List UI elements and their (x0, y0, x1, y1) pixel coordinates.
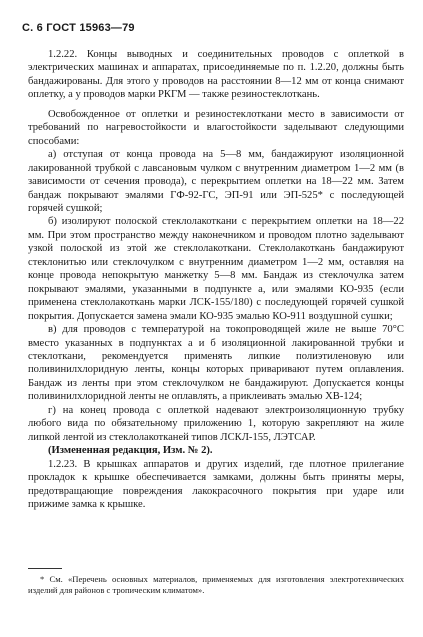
page-header: С. 6 ГОСТ 15963—79 (22, 22, 135, 34)
paragraph-method-b: б) изолируют полоской стеклолакоткани с перекрытием оплетки на 18—22 мм. При этом пространство между наконечником и проводом плотно заделывают узкой полоской из этой же стеклолакоткани. Стеклолакоткань бандажируют стеклонитью или стеклочулком с внутренним диаметром 1—2 мм, оставляя на конце провода непокрытую манжетку 5—8 мм. Бандаж из стеклочулка затем покрывают эмалями, указанными в подпункте а, или эмалями КО-935 (если применена стеклолакоткань марки ЛСК-155/180) с последующей горячей сушкой покрытия. Допускается замена эмали КО-935 эмалью КО-911 воздушной сушки; (28, 216, 404, 322)
paragraph-method-g: г) на конец провода с оплеткой надевают электроизоляционную трубку любого вида по обязательному приложению 1, которую закрепляют на жиле липкой лентой из стеклолакотканей типов ЛСКЛ-155, ЛЭТСАР. (28, 404, 404, 443)
footnote: * См. «Перечень основных материалов, применяемых для изготовления электротехнических изделий для районов с тропическим климатом». (28, 574, 404, 595)
paragraph-1-2-23: 1.2.23. В крышках аппаратов и других изделий, где плотное прилегание прокладок к крышке обеспечивается замками, должны быть приняты меры, предотвращающие повреждения лакокрасочного покрытия при ударе или прижиме замка к крышке. (28, 458, 404, 510)
revision-note: (Измененная редакция, Изм. № 2). (48, 445, 213, 457)
paragraph-1-2-22: 1.2.22. Концы выводных и соединительных проводов с оплеткой в электрических машинах и аппаратах, присоединяемые по п. 1.2.20, должны быть бандажированы. Для этого у проводов на расстоянии 8—12 мм от конца снимают оплетку, а у проводов марки РКГМ — также резиностеклоткань. (28, 49, 404, 101)
footnote-divider (28, 568, 62, 569)
paragraph-methods-intro: Освобожденное от оплетки и резиностеклоткани место в зависимости от требований по нагревостойкости и влагостойкости заделывают следующими способами: (28, 108, 404, 147)
document-body (28, 48, 404, 511)
paragraph-method-v: в) для проводов с температурой на токопроводящей жиле не выше 70°С вместо указанных в подпунктах а и б изоляционной лакированной трубки и стеклоткани, рекомендуется применять липкие полиэтиленовую или поливинилхлоридную ленты, концы которых приваривают путем оплавления. Бандаж из ленты при этом стеклочулком не бандажируют. Допускается концы поливинилхлоридной ленты не оплавлять, а приклеивать эмалью ХВ-124; (28, 324, 404, 403)
paragraph-method-a: а) отступая от конца провода на 5—8 мм, бандажируют изоляционной лакированной трубкой с лавсановым чулком с внутренним диаметром 1—2 мм (в зависимости от сечения провода), с перекрытием оплетки на 18—22 мм. Затем бандаж покрывают эмалями ГФ-92-ГС, ЭП-91 или ЭП-525* с последующей горячей сушкой; (28, 149, 404, 214)
